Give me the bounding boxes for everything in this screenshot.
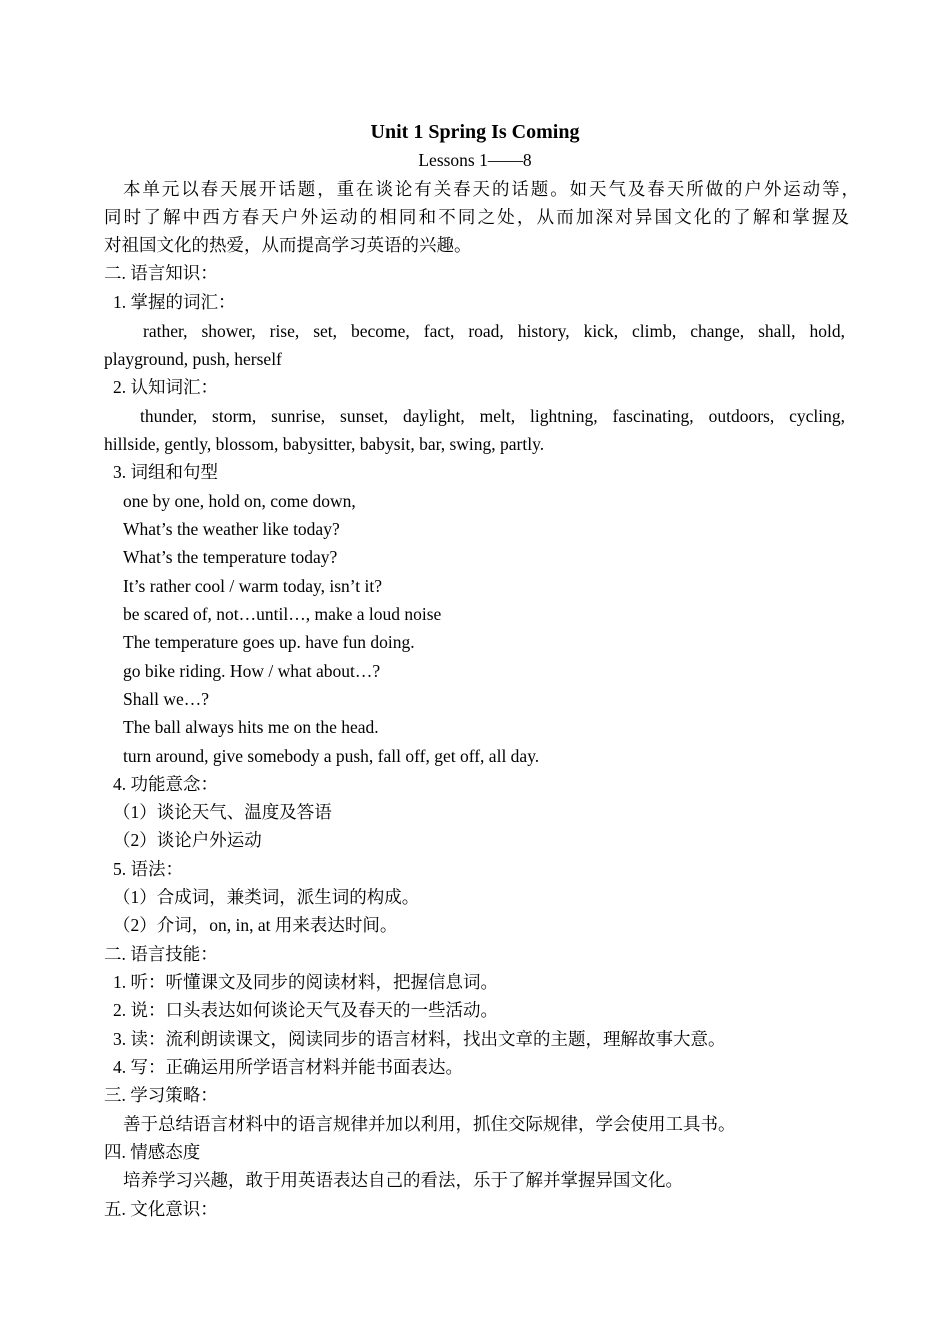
attitude-text: 培养学习兴趣，敢于用英语表达自己的看法，乐于了解并掌握异国文化。 xyxy=(123,1170,683,1190)
vocab-mastered-line-2: playground, push, herself xyxy=(104,349,282,369)
strategy-text: 善于总结语言材料中的语言规律并加以利用，抓住交际规律，学会使用工具书。 xyxy=(123,1114,736,1134)
intro-line-1: 本单元以春天展开话题，重在谈论有关春天的话题。如天气及春天所做的户外运动等， xyxy=(123,179,859,199)
phrase-item: turn around, give somebody a push, fall off, get off, all day. xyxy=(123,746,540,766)
vocab-recognized-line-1: thunder, storm, sunrise, sunset, daylight, melt, lightning, fascinating, outdoors, cycling, xyxy=(140,406,845,426)
phrase-item: It’s rather cool / warm today, isn’t it? xyxy=(123,576,383,596)
phrase-item: What’s the weather like today? xyxy=(123,519,340,539)
grammar-heading: 5. 语法： xyxy=(113,859,183,879)
vocab-mastered-heading: 1. 掌握的词汇： xyxy=(113,292,236,312)
phrases-heading: 3. 词组和句型 xyxy=(113,462,218,482)
phrase-item: Shall we…? xyxy=(123,689,210,709)
phrase-item: What’s the temperature today? xyxy=(123,547,338,567)
vocab-recognized-line-2: hillside, gently, blossom, babysitter, babysit, bar, swing, partly. xyxy=(104,434,545,454)
intro-line-3: 对祖国文化的热爱，从而提高学习英语的兴趣。 xyxy=(104,235,472,255)
phrase-item: go bike riding. How / what about…? xyxy=(123,661,381,681)
skill-item: 2. 说：口头表达如何谈论天气及春天的一些活动。 xyxy=(113,1000,498,1020)
phrase-item: The temperature goes up. have fun doing. xyxy=(123,632,415,652)
vocab-recognized-heading: 2. 认知词汇： xyxy=(113,377,218,397)
grammar-item: （2）介词，on, in, at 用来表达时间。 xyxy=(113,915,398,935)
functions-heading: 4. 功能意念： xyxy=(113,774,218,794)
phrase-item: one by one, hold on, come down, xyxy=(123,491,356,511)
section-heading-culture: 五. 文化意识： xyxy=(104,1199,218,1219)
section-heading-language-knowledge: 二. 语言知识： xyxy=(104,263,218,283)
vocab-mastered-line-1: rather, shower, rise, set, become, fact, road, history, kick, climb, change, shall, hold, xyxy=(143,321,845,341)
phrase-item: be scared of, not…until…, make a loud noise xyxy=(123,604,442,624)
document-subtitle: Lessons 1——8 xyxy=(418,150,532,170)
skill-item: 1. 听：听懂课文及同步的阅读材料，把握信息词。 xyxy=(113,972,498,992)
section-heading-strategy: 三. 学习策略： xyxy=(104,1085,218,1105)
intro-line-2: 同时了解中西方春天户外运动的相同和不同之处，从而加深对异国文化的了解和掌握及 xyxy=(104,207,849,227)
document-title: Unit 1 Spring Is Coming xyxy=(370,121,580,143)
section-heading-language-skills: 二. 语言技能： xyxy=(104,944,218,964)
skill-item: 4. 写：正确运用所学语言材料并能书面表达。 xyxy=(113,1057,463,1077)
function-item: （1）谈论天气、温度及答语 xyxy=(113,802,332,822)
phrase-item: The ball always hits me on the head. xyxy=(123,717,379,737)
skill-item: 3. 读：流利朗读课文，阅读同步的语言材料，找出文章的主题，理解故事大意。 xyxy=(113,1029,726,1049)
grammar-item: （1）合成词，兼类词，派生词的构成。 xyxy=(113,887,420,907)
section-heading-attitude: 四. 情感态度 xyxy=(104,1142,201,1162)
function-item: （2）谈论户外运动 xyxy=(113,830,262,850)
